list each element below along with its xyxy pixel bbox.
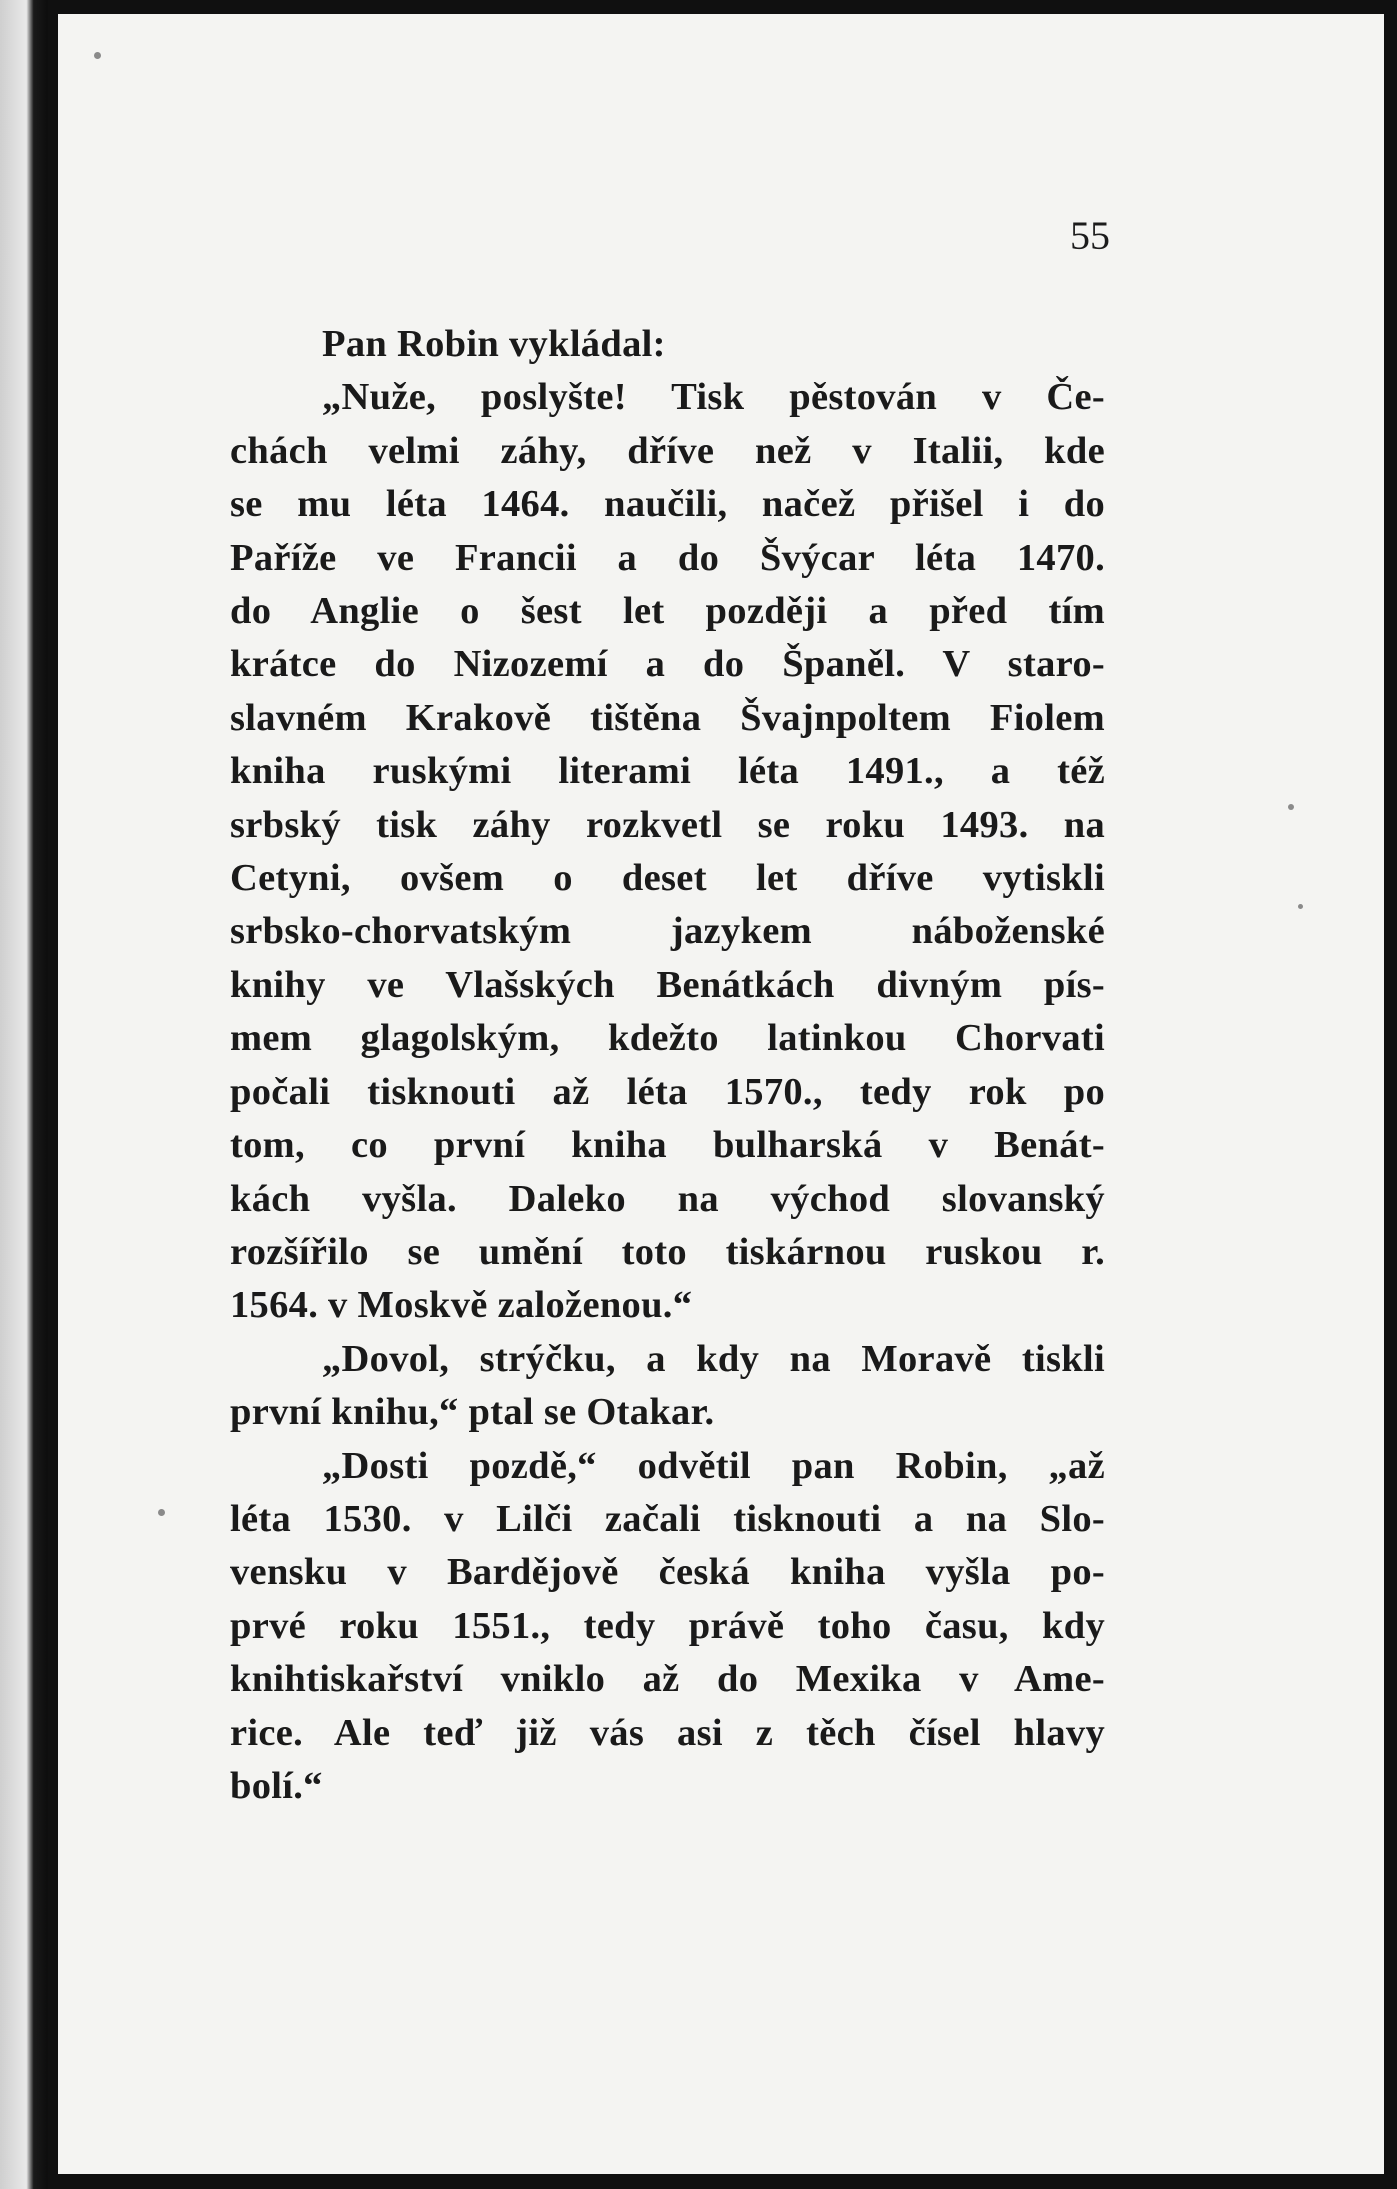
text-line: Pan Robin vykládal: (322, 323, 666, 365)
paper-speck (158, 1509, 165, 1516)
paper-speck (1288, 804, 1294, 810)
paragraph-robin-answer (230, 1440, 1105, 1814)
text-line: kách vyšla. Daleko na východ slovanský (230, 1177, 1105, 1220)
paragraph-otakar-question (230, 1333, 1105, 1440)
text-line: knihtiskařství vniklo až do Mexika v Ame- (230, 1658, 1105, 1701)
text-line: vensku v Bardějově česká kniha vyšla po- (230, 1551, 1105, 1594)
text-line: chách velmi záhy, dříve než v Italii, kde (230, 429, 1105, 472)
text-line: srbský tisk záhy rozkvetl se roku 1493. na (230, 803, 1105, 846)
text-line: mem glagolským, kdežto latinkou Chorvati (230, 1017, 1105, 1060)
paper-speck (94, 52, 101, 59)
text-line: knihy ve Vlašských Benátkách divným pís- (230, 963, 1105, 1006)
text-line: bolí.“ (230, 1764, 323, 1807)
text-line: léta 1530. v Lilči začali tisknouti a na Slo- (230, 1497, 1105, 1540)
text-line: kniha ruskými literami léta 1491., a též (230, 750, 1105, 793)
text-line: 1564. v Moskvě založenou.“ (230, 1284, 693, 1327)
text-line: se mu léta 1464. naučili, načež přišel i do (230, 483, 1105, 526)
text-line: Cetyni, ovšem o deset let dříve vytiskli (230, 857, 1105, 900)
text-line: slavném Krakově tištěna Švajnpoltem Fiolem (230, 696, 1105, 739)
paper-speck (1298, 904, 1303, 909)
text-line: prvé roku 1551., tedy právě toho času, kdy (230, 1604, 1105, 1647)
text-line: do Anglie o šest let později a před tím (230, 590, 1105, 633)
text-line: počali tisknouti až léta 1570., tedy rok po (230, 1070, 1105, 1113)
text-line: krátce do Nizozemí a do Španěl. V staro- (230, 643, 1105, 686)
previous-page-edge (0, 0, 48, 2189)
page-number: 55 (1070, 213, 1110, 258)
page-body-text (230, 318, 1105, 1813)
text-line: srbsko-chorvatským jazykem náboženské (230, 910, 1105, 953)
text-line: „Dovol, strýčku, a kdy na Moravě tiskli (322, 1337, 1105, 1380)
text-line: první knihu,“ ptal se Otakar. (230, 1391, 715, 1434)
text-line: rozšířilo se umění toto tiskárnou ruskou r. (230, 1230, 1105, 1273)
paragraph-robin-explanation (230, 371, 1105, 1332)
paragraph-intro (230, 318, 1105, 371)
text-line: „Dosti pozdě,“ odvětil pan Robin, „až (322, 1444, 1105, 1487)
text-line: „Nuže, poslyšte! Tisk pěstován v Če- (322, 376, 1105, 419)
text-line: Paříže ve Francii a do Švýcar léta 1470. (230, 536, 1105, 579)
text-line: tom, co první kniha bulharská v Benát- (230, 1124, 1105, 1167)
text-line: rice. Ale teď již vás asi z těch čísel hlavy (230, 1711, 1105, 1754)
